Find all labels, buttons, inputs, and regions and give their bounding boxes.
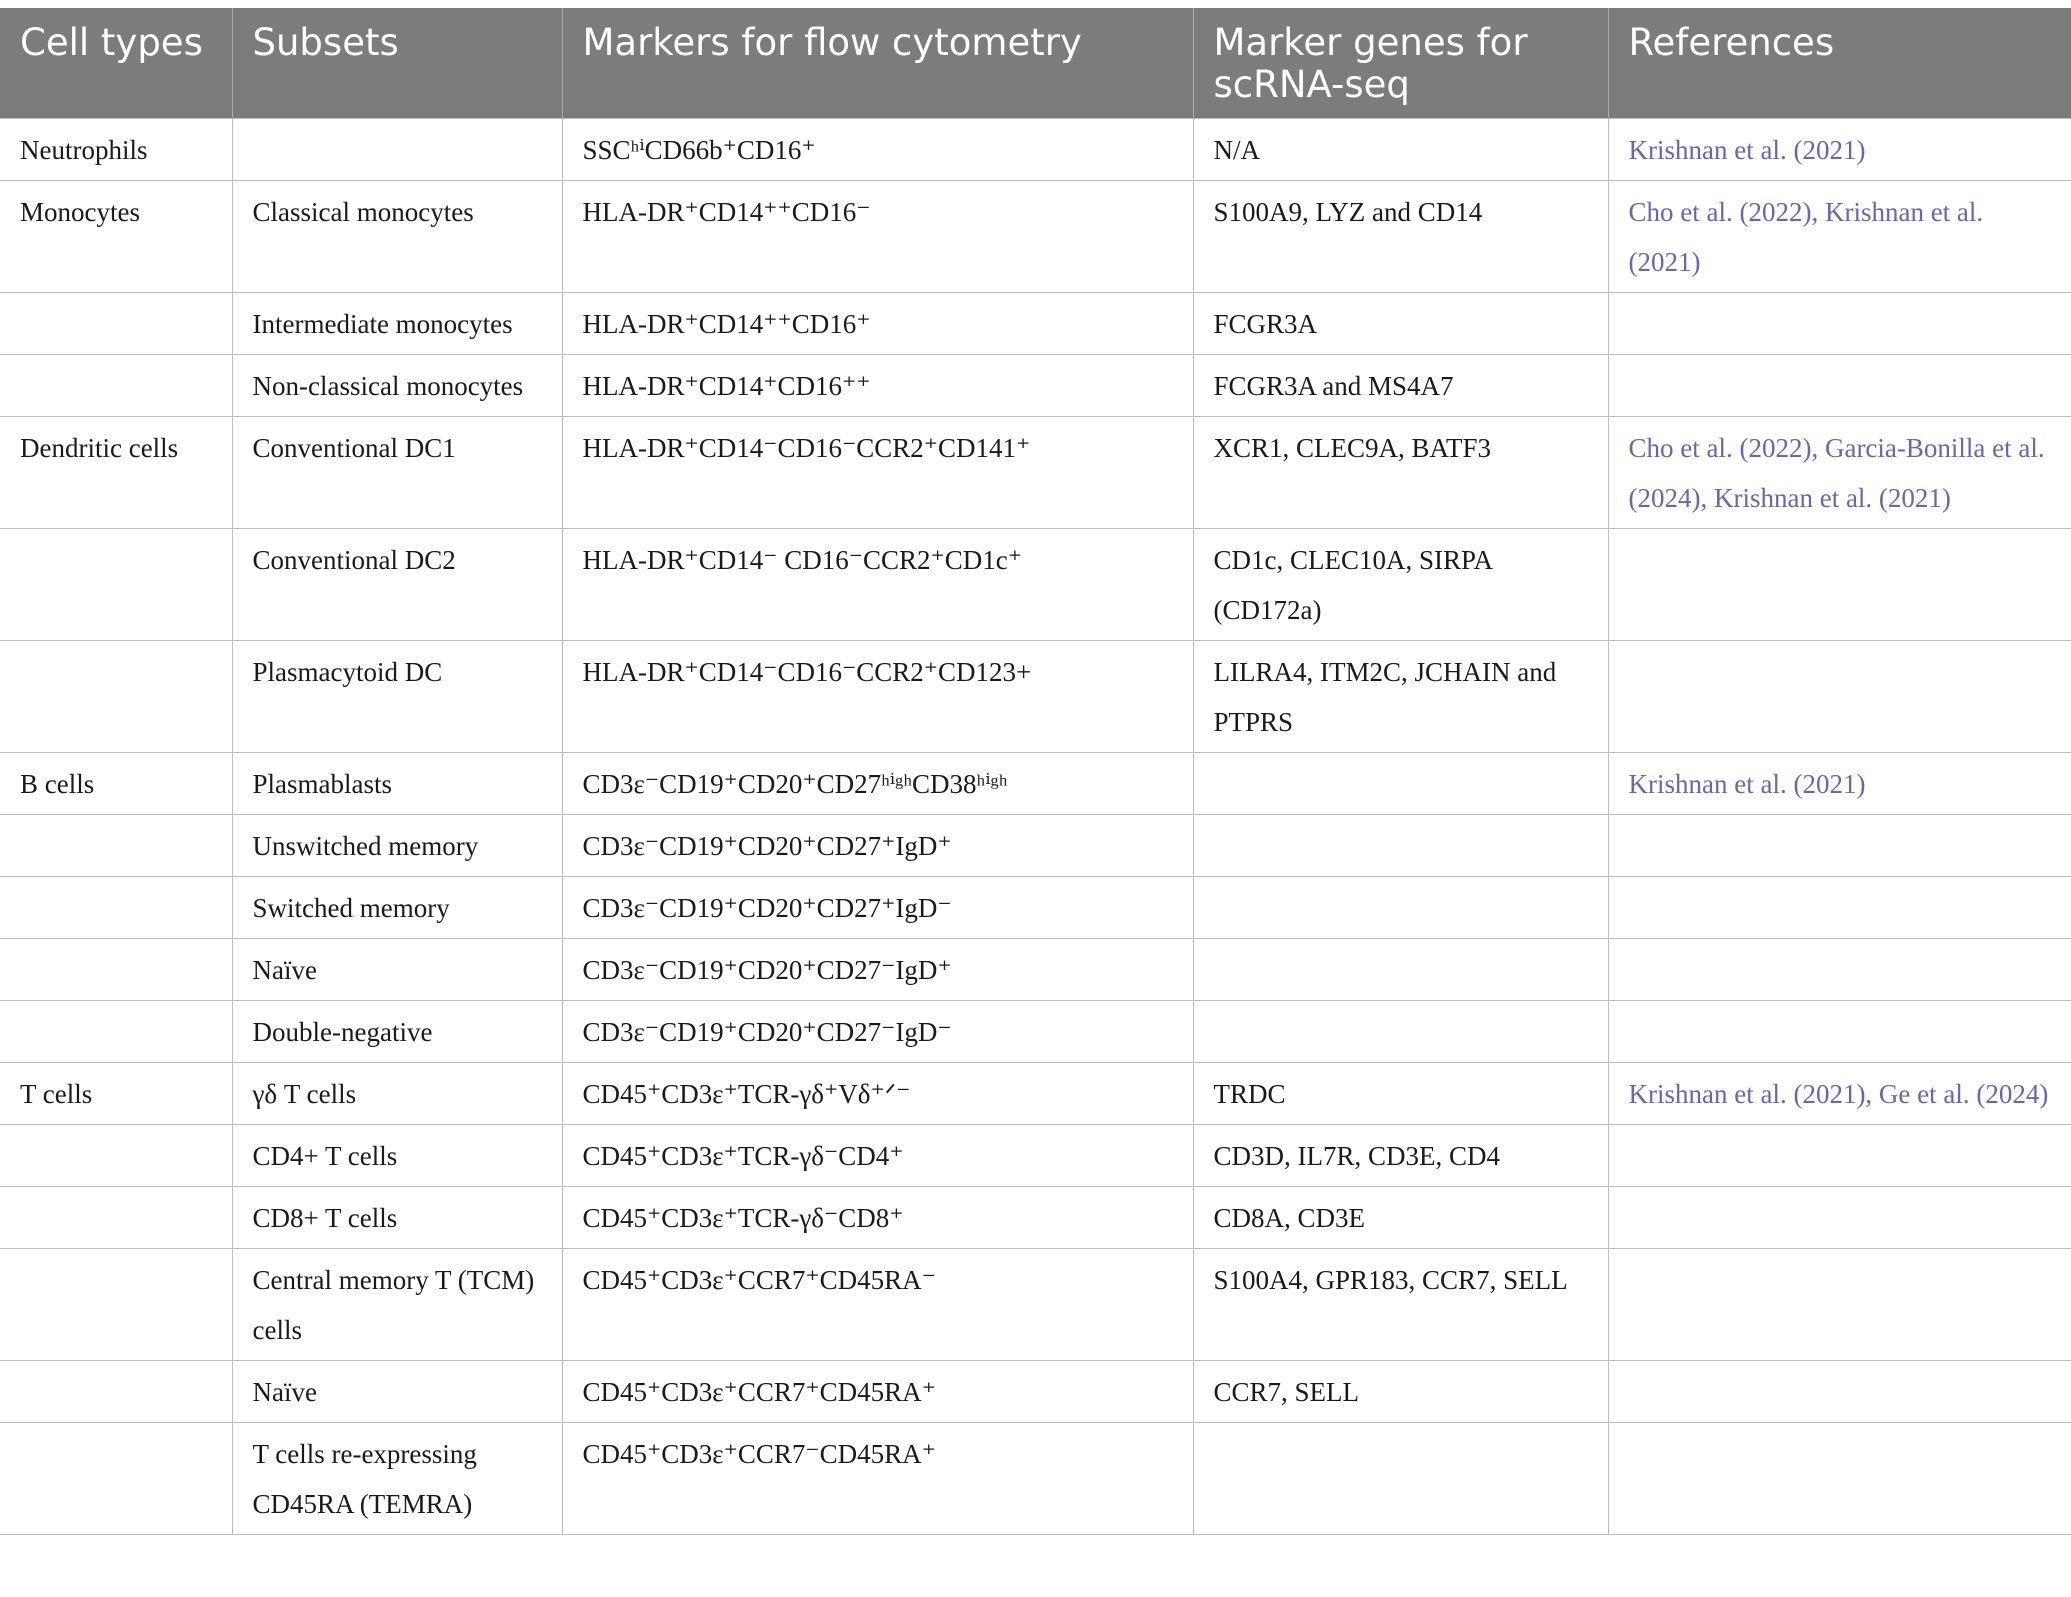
cell-type-cell (0, 641, 232, 753)
table-row (0, 417, 2071, 529)
table-row (0, 119, 2071, 181)
flow-markers-cell: CD3ε⁻CD19⁺CD20⁺CD27⁺IgD⁺ (562, 815, 1193, 877)
flow-markers-cell: CD3ε⁻CD19⁺CD20⁺CD27⁻IgD⁺ (562, 939, 1193, 1001)
marker-genes-cell: CD3D, IL7R, CD3E, CD4 (1193, 1125, 1608, 1187)
subset-cell (232, 119, 562, 181)
cell-type-cell (0, 1423, 232, 1535)
subset-cell: Switched memory (232, 877, 562, 939)
marker-genes-cell: XCR1, CLEC9A, BATF3 (1193, 417, 1608, 529)
references-cell (1608, 1001, 2071, 1063)
references-cell (1608, 293, 2071, 355)
references-cell (1608, 1361, 2071, 1423)
references-cell[interactable]: Cho et al. (2022), Krishnan et al. (2021) (1608, 181, 2071, 293)
references-cell (1608, 1249, 2071, 1361)
header-references: References (1608, 8, 2071, 119)
references-cell (1608, 877, 2071, 939)
references-cell (1608, 815, 2071, 877)
marker-genes-cell (1193, 1423, 1608, 1535)
marker-genes-cell (1193, 815, 1608, 877)
marker-genes-cell: S100A9, LYZ and CD14 (1193, 181, 1608, 293)
marker-genes-cell (1193, 877, 1608, 939)
marker-genes-cell: CD8A, CD3E (1193, 1187, 1608, 1249)
references-cell (1608, 1125, 2071, 1187)
subset-cell: T cells re-expressing CD45RA (TEMRA) (232, 1423, 562, 1535)
cell-type-cell (0, 529, 232, 641)
table-row (0, 181, 2071, 293)
table-row (0, 529, 2071, 641)
marker-genes-cell: FCGR3A (1193, 293, 1608, 355)
table-row (0, 1249, 2071, 1361)
table-row (0, 753, 2071, 815)
flow-markers-cell: CD45⁺CD3ε⁺CCR7⁻CD45RA⁺ (562, 1423, 1193, 1535)
subset-cell: Conventional DC2 (232, 529, 562, 641)
references-cell (1608, 1423, 2071, 1535)
header-marker-genes: Marker genes for scRNA-seq (1193, 8, 1608, 119)
flow-markers-cell: CD45⁺CD3ε⁺CCR7⁺CD45RA⁺ (562, 1361, 1193, 1423)
subset-cell: CD8+ T cells (232, 1187, 562, 1249)
flow-markers-cell: HLA-DR⁺CD14⁻CD16⁻CCR2⁺CD141⁺ (562, 417, 1193, 529)
cell-type-cell (0, 355, 232, 417)
references-cell (1608, 1187, 2071, 1249)
table-row (0, 1001, 2071, 1063)
cell-type-cell (0, 293, 232, 355)
cell-markers-table (0, 8, 2071, 1535)
marker-genes-cell: FCGR3A and MS4A7 (1193, 355, 1608, 417)
subset-cell: Intermediate monocytes (232, 293, 562, 355)
flow-markers-cell: CD3ε⁻CD19⁺CD20⁺CD27⁻IgD⁻ (562, 1001, 1193, 1063)
marker-genes-cell (1193, 753, 1608, 815)
subset-cell: Central memory T (TCM) cells (232, 1249, 562, 1361)
subset-cell: Conventional DC1 (232, 417, 562, 529)
cell-type-cell (0, 939, 232, 1001)
marker-genes-cell: CCR7, SELL (1193, 1361, 1608, 1423)
references-cell (1608, 641, 2071, 753)
flow-markers-cell: SSCʰⁱCD66b⁺CD16⁺ (562, 119, 1193, 181)
subset-cell: Classical monocytes (232, 181, 562, 293)
cell-type-cell: Neutrophils (0, 119, 232, 181)
references-cell[interactable]: Krishnan et al. (2021) (1608, 119, 2071, 181)
flow-markers-cell: HLA-DR⁺CD14⁻CD16⁻CCR2⁺CD123+ (562, 641, 1193, 753)
marker-genes-cell: TRDC (1193, 1063, 1608, 1125)
flow-markers-cell: CD45⁺CD3ε⁺TCR-γδ⁻CD4⁺ (562, 1125, 1193, 1187)
subset-cell: Unswitched memory (232, 815, 562, 877)
table-body (0, 119, 2071, 1535)
cell-type-cell: B cells (0, 753, 232, 815)
cell-type-cell (0, 1125, 232, 1187)
table-row (0, 1187, 2071, 1249)
flow-markers-cell: CD45⁺CD3ε⁺TCR-γδ⁻CD8⁺ (562, 1187, 1193, 1249)
table-header (0, 8, 2071, 119)
subset-cell: Double-negative (232, 1001, 562, 1063)
flow-markers-cell: HLA-DR⁺CD14⁻ CD16⁻CCR2⁺CD1c⁺ (562, 529, 1193, 641)
marker-genes-cell: S100A4, GPR183, CCR7, SELL (1193, 1249, 1608, 1361)
header-cell-types: Cell types (0, 8, 232, 119)
header-flow-markers: Markers for flow cytometry (562, 8, 1193, 119)
cell-type-cell: Dendritic cells (0, 417, 232, 529)
header-subsets: Subsets (232, 8, 562, 119)
cell-type-cell (0, 1187, 232, 1249)
table-row (0, 877, 2071, 939)
flow-markers-cell: CD3ε⁻CD19⁺CD20⁺CD27ʰⁱᵍʰCD38ʰⁱᵍʰ (562, 753, 1193, 815)
flow-markers-cell: HLA-DR⁺CD14⁺CD16⁺⁺ (562, 355, 1193, 417)
cell-type-cell (0, 1249, 232, 1361)
table-row (0, 641, 2071, 753)
marker-genes-cell (1193, 1001, 1608, 1063)
table-row (0, 939, 2071, 1001)
flow-markers-cell: CD45⁺CD3ε⁺TCR-γδ⁺Vδ⁺ᐟ⁻ (562, 1063, 1193, 1125)
cell-type-cell (0, 877, 232, 939)
flow-markers-cell: HLA-DR⁺CD14⁺⁺CD16⁻ (562, 181, 1193, 293)
references-cell[interactable]: Cho et al. (2022), Garcia-Bonilla et al. (2024), Krishnan et al. (2021) (1608, 417, 2071, 529)
flow-markers-cell: CD45⁺CD3ε⁺CCR7⁺CD45RA⁻ (562, 1249, 1193, 1361)
table-row (0, 293, 2071, 355)
cell-type-cell (0, 815, 232, 877)
marker-genes-cell (1193, 939, 1608, 1001)
subset-cell: Naïve (232, 1361, 562, 1423)
table-row (0, 1125, 2071, 1187)
references-cell[interactable]: Krishnan et al. (2021) (1608, 753, 2071, 815)
flow-markers-cell: HLA-DR⁺CD14⁺⁺CD16⁺ (562, 293, 1193, 355)
references-cell (1608, 939, 2071, 1001)
subset-cell: Plasmablasts (232, 753, 562, 815)
cell-type-cell: Monocytes (0, 181, 232, 293)
references-cell[interactable]: Krishnan et al. (2021), Ge et al. (2024) (1608, 1063, 2071, 1125)
marker-genes-cell: N/A (1193, 119, 1608, 181)
subset-cell: Naïve (232, 939, 562, 1001)
references-cell (1608, 355, 2071, 417)
table-row (0, 1063, 2071, 1125)
subset-cell: CD4+ T cells (232, 1125, 562, 1187)
cell-type-cell (0, 1361, 232, 1423)
table-row (0, 1423, 2071, 1535)
subset-cell: Plasmacytoid DC (232, 641, 562, 753)
header-row (0, 8, 2071, 119)
cell-type-cell (0, 1001, 232, 1063)
subset-cell: γδ T cells (232, 1063, 562, 1125)
table-row (0, 1361, 2071, 1423)
marker-genes-cell: CD1c, CLEC10A, SIRPA (CD172a) (1193, 529, 1608, 641)
subset-cell: Non-classical monocytes (232, 355, 562, 417)
flow-markers-cell: CD3ε⁻CD19⁺CD20⁺CD27⁺IgD⁻ (562, 877, 1193, 939)
cell-markers-table-container (0, 8, 2071, 1535)
table-row (0, 815, 2071, 877)
cell-type-cell: T cells (0, 1063, 232, 1125)
references-cell (1608, 529, 2071, 641)
marker-genes-cell: LILRA4, ITM2C, JCHAIN and PTPRS (1193, 641, 1608, 753)
table-row (0, 355, 2071, 417)
